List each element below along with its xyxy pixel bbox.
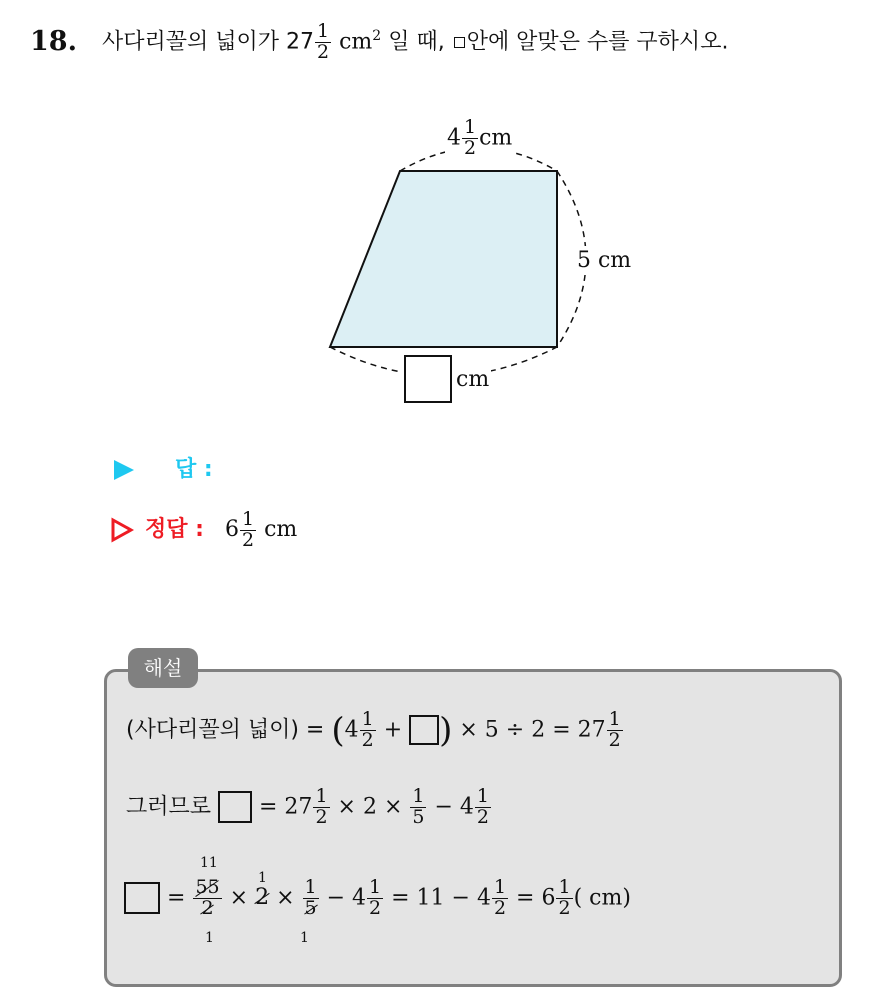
correct-answer-value: 6 $\frac{1}{2}$ cm xyxy=(224,508,298,551)
correct-answer-label: 정답 : xyxy=(145,517,204,543)
fraction-55-2: $\frac{55}{2}$ xyxy=(195,876,220,919)
answer-row xyxy=(112,452,213,483)
correct-answer-row xyxy=(110,510,297,551)
question-text-part3: 안에 알맞은 수를 구하시오. xyxy=(466,29,729,55)
cancel-note-1c: 1 xyxy=(300,930,309,946)
unknown-box-3 xyxy=(124,882,160,914)
solution-tag: 해설 xyxy=(128,648,198,688)
top-side-label: 4 $\frac{1}{2}$ cm xyxy=(447,116,513,159)
solution-line-2: 그러므로 = 27 $\frac{1}{2}$ × 2 × $\frac{1}{5}$ − 4 $\frac{1}{2}$ xyxy=(126,785,489,828)
area-unit: cm xyxy=(339,29,373,55)
cancelled-2: 2 xyxy=(255,885,270,911)
cancel-note-1b: 1 xyxy=(258,870,267,886)
play-filled-icon xyxy=(112,458,136,482)
unknown-box xyxy=(404,355,452,403)
play-outline-icon xyxy=(110,517,134,543)
question-text-part2: 일 때, xyxy=(381,29,452,55)
unknown-box-1 xyxy=(409,715,439,745)
area-unit-sup: 2 xyxy=(372,28,382,45)
cancel-note-11: 11 xyxy=(200,855,218,871)
cancel-note-1a: 1 xyxy=(205,930,214,946)
bottom-side-label: cm xyxy=(402,355,491,403)
unknown-box-2 xyxy=(218,791,252,823)
fraction-1-5: $\frac{1}{5}$ xyxy=(304,876,317,919)
question-text-part1: 사다리꼴의 넓이가 27 xyxy=(102,29,314,55)
trapezoid-shape xyxy=(330,171,557,347)
answer-label: 답 : xyxy=(175,457,213,482)
question-number: 18. xyxy=(30,26,77,57)
height-label: 5 cm xyxy=(577,248,632,273)
solution-line-1: (사다리꼴의 넓이) = (4 $\frac{1}{2}$ + ) × 5 ÷ 2 = 27 $\frac{1}{2}$ xyxy=(126,708,621,751)
area-fraction: $\frac{1}{2}$ xyxy=(317,20,330,63)
solution-line-3: = $\frac{55}{2}$ × 2 × $\frac{1}{5}$ − 4 $\frac{1}{2}$ = 11 − 4 $\frac{1}{2}$ = 6 $\frac{1}{2}$ ( cm) xyxy=(124,878,631,919)
